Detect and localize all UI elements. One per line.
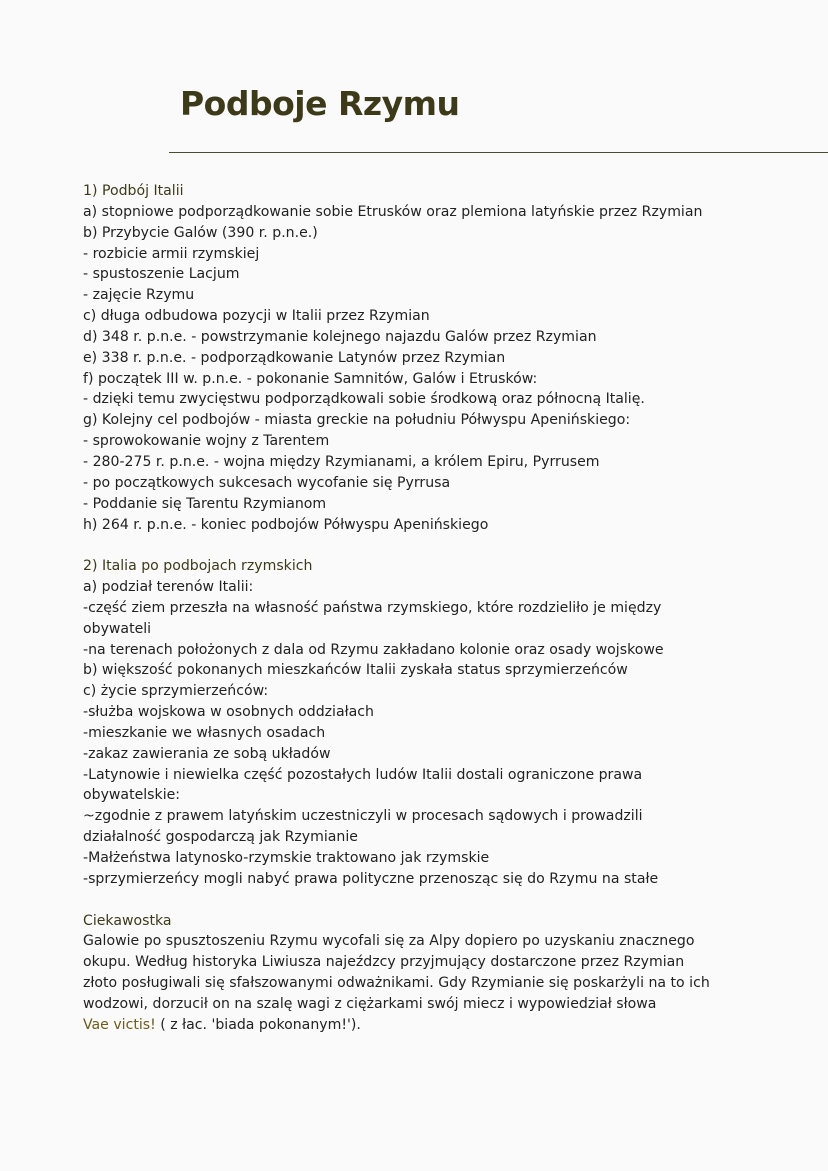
list-item: b) Przybycie Galów (390 r. p.n.e.) bbox=[83, 224, 318, 241]
list-item: -sprzymierzeńcy mogli nabyć prawa polityczne przenosząc się do Rzymu na stałe bbox=[83, 870, 659, 887]
list-item: - rozbicie armii rzymskiej bbox=[83, 245, 260, 262]
list-item: - po początkowych sukcesach wycofanie się Pyrrusa bbox=[83, 474, 451, 491]
latin-quote: Vae victis! bbox=[83, 1016, 156, 1033]
list-item: a) podział terenów Italii: bbox=[83, 579, 254, 596]
curiosity-heading: Ciekawostka bbox=[83, 912, 172, 929]
list-item: a) stopniowe podporządkowanie sobie Etrusków oraz plemiona latyńskie przez Rzymian bbox=[83, 203, 703, 220]
title-divider bbox=[169, 152, 828, 153]
list-item: - spustoszenie Lacjum bbox=[83, 266, 240, 283]
list-item: - sprowokowanie wojny z Tarentem bbox=[83, 433, 330, 450]
section-conquest-of-italy bbox=[83, 181, 713, 535]
section-italy-after-conquest bbox=[83, 556, 713, 890]
quote-translation: ( z łac. 'biada pokonanym!'). bbox=[155, 1016, 361, 1033]
list-item: c) życie sprzymierzeńców: bbox=[83, 683, 269, 700]
list-item: ~zgodnie z prawem latyńskim uczestniczyli w procesach sądowych i prowadzili działalność gospodarczą jak Rzymianie bbox=[83, 808, 643, 846]
list-item: -mieszkanie we własnych osadach bbox=[83, 724, 326, 741]
page-title: Podboje Rzymu bbox=[180, 84, 460, 123]
section-spacer bbox=[83, 535, 713, 556]
section-heading: 2) Italia po podbojach rzymskich bbox=[83, 558, 313, 575]
list-item: - zajęcie Rzymu bbox=[83, 287, 195, 304]
list-item: -część ziem przeszła na własność państwa rzymskiego, które rozdzieliło je między obywateli bbox=[83, 599, 662, 637]
list-item: -Latynowie i niewielka część pozostałych ludów Italii dostali ograniczone prawa obywatelskie: bbox=[83, 766, 643, 804]
list-item: g) Kolejny cel podbojów - miasta greckie na południu Półwyspu Apenińskiego: bbox=[83, 412, 631, 429]
section-curiosity bbox=[83, 911, 713, 1036]
list-item: - 280-275 r. p.n.e. - wojna między Rzymianami, a królem Epiru, Pyrrusem bbox=[83, 453, 600, 470]
list-item: d) 348 r. p.n.e. - powstrzymanie kolejnego najazdu Galów przez Rzymian bbox=[83, 328, 597, 345]
document-body bbox=[83, 181, 713, 1036]
list-item: h) 264 r. p.n.e. - koniec podbojów Półwyspu Apenińskiego bbox=[83, 516, 489, 533]
list-item: b) większość pokonanych mieszkańców Italii zyskała status sprzymierzeńców bbox=[83, 662, 628, 679]
list-item: f) początek III w. p.n.e. - pokonanie Samnitów, Galów i Etrusków: bbox=[83, 370, 538, 387]
list-item: e) 338 r. p.n.e. - podporządkowanie Latynów przez Rzymian bbox=[83, 349, 506, 366]
list-item: - Poddanie się Tarentu Rzymianom bbox=[83, 495, 327, 512]
section-heading: 1) Podbój Italii bbox=[83, 183, 184, 199]
list-item: -służba wojskowa w osobnych oddziałach bbox=[83, 704, 374, 721]
list-item: c) długa odbudowa pozycji w Italii przez Rzymian bbox=[83, 308, 430, 325]
list-item: - dzięki temu zwycięstwu podporządkowali sobie środkową oraz północną Italię. bbox=[83, 391, 645, 408]
list-item: -na terenach położonych z dala od Rzymu zakładano kolonie oraz osady wojskowe bbox=[83, 641, 664, 658]
section-spacer bbox=[83, 890, 713, 911]
list-item: -Małżeństwa latynosko-rzymskie traktowano jak rzymskie bbox=[83, 850, 490, 866]
curiosity-text: Galowie po spusztoszeniu Rzymu wycofali się za Alpy dopiero po uzyskaniu znacznego okupu. Według historyka Liwiusza najeźdzcy przyjmujący dostarczone przez Rzymian złoto posługiwali się sfałszowanymi odważnikami. Gdy Rzymianie się poskarżyli na to ich wodzowi, dorzucił on na szalę wagi z ciężarkami swój miecz i wypowiedział słowa bbox=[83, 933, 710, 1012]
list-item: -zakaz zawierania ze sobą układów bbox=[83, 745, 331, 762]
curiosity-paragraph bbox=[83, 931, 713, 1035]
